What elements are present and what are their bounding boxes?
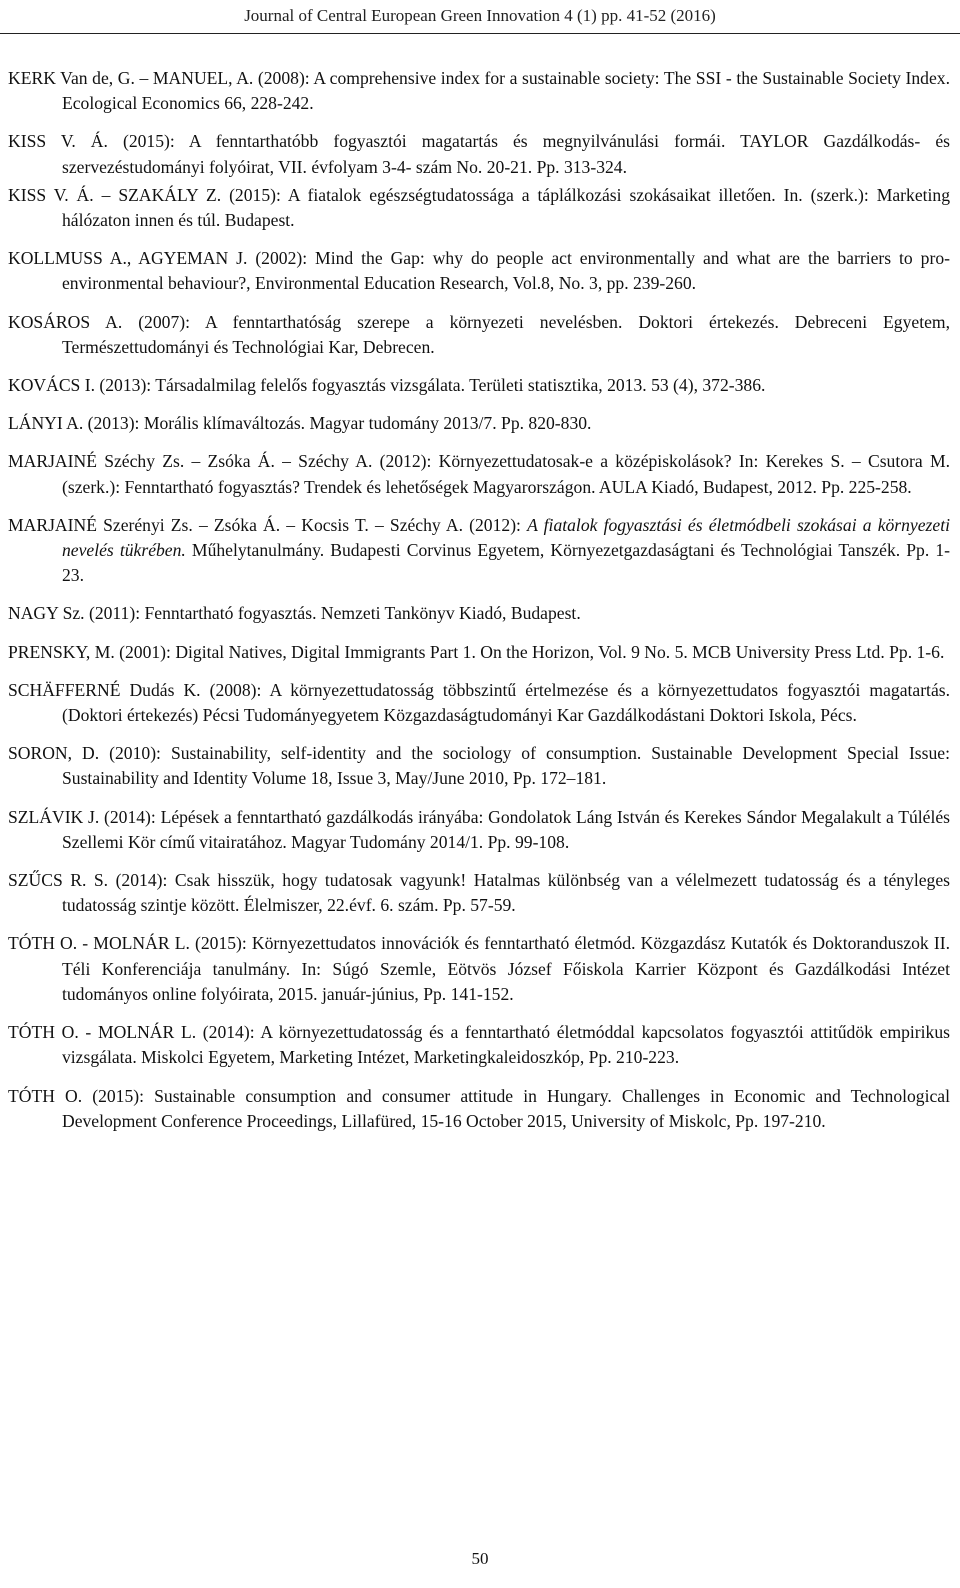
reference-entry: KERK Van de, G. – MANUEL, A. (2008): A comprehensive index for a sustainable society: The SSI - the Sustainable Society Index. Ecological Economics 66, 228-242. [8,68,950,114]
reference-entry: SORON, D. (2010): Sustainability, self-identity and the sociology of consumption. Sustainable Development Special Issue: Sustainability and Identity Volume 18, Issue 3, May/June 2010, Pp. 172–181. [8,743,950,789]
reference-entry: KISS V. Á. (2015): A fenntarthatóbb fogyasztói magatartás és megnyilvánulási formái. TAYLOR Gazdálkodás- és szervezéstudományi folyóirat, VII. évfolyam 3-4- szám No. 20-21. Pp. 313-324. [8,131,950,177]
reference-entry: LÁNYI A. (2013): Morális klímaváltozás. Magyar tudomány 2013/7. Pp. 820-830. [8,413,592,434]
reference-entry: SZLÁVIK J. (2014): Lépések a fenntartható gazdálkodás irányába: Gondolatok Láng István és Kerekes Sándor Megalakult a Túlélés Szellemi Kör című vitairatához. Magyar Tudomány 2014/1. Pp. 99-108. [8,806,950,852]
reference-list [8,66,950,1134]
running-header: Journal of Central European Green Innovation 4 (1) pp. 41-52 (2016) [244,6,716,25]
reference-entry: TÓTH O. - MOLNÁR L. (2014): A környezettudatosság és a fenntartható életmóddal kapcsolatos fogyasztói attitűdök empirikus vizsgálata. Miskolci Egyetem, Marketing Intézet, Marketingkaleidoszkóp, Pp. 210-223. [8,1022,950,1068]
reference-tail: Műhelytanulmány. Budapesti Corvinus Egyetem, Környezetgazdaságtani és Technológiai Tanszék. Pp. 1-23. [62,540,950,586]
reference-entry: TÓTH O. - MOLNÁR L. (2015): Környezettudatos innovációk és fenntartható életmód. Közgazdász Kutatók és Doktoranduszok II. Téli Konferenciája tanulmány. In: Súgó Szemle, Eötvös József Főiskola Karrier Központ és Gazdálkodási Intézet tudományos online folyóirata, 2015. január-június, Pp. 141-152. [8,933,950,1004]
reference-entry: NAGY Sz. (2011): Fenntartható fogyasztás. Nemzeti Tankönyv Kiadó, Budapest. [8,603,581,624]
reference-entry [8,513,950,589]
reference-entry: KOVÁCS I. (2013): Társadalmilag felelős fogyasztás vizsgálata. Területi statisztika, 2013. 53 (4), 372-386. [8,375,766,396]
reference-entry: MARJAINÉ Széchy Zs. – Zsóka Á. – Széchy A. (2012): Környezettudatosak-e a középiskolások? In: Kerekes S. – Csutora M. (szerk.): Fenntartható fogyasztás? Trendek és lehetőségek Magyarországon. AULA Kiadó, Budapest, 2012. Pp. 225-258. [8,451,950,497]
reference-title-italic: A fiatalok fogyasztási és életmódbeli szokásai a környezeti nevelés tükrében. [62,514,950,561]
reference-entry: TÓTH O. (2015): Sustainable consumption and consumer attitude in Hungary. Challenges in Economic and Technological Development Conference Proceedings, Lillafüred, 15-16 October 2015, University of Miskolc, Pp. 197-210. [8,1085,950,1131]
reference-entry: KOLLMUSS A., AGYEMAN J. (2002): Mind the Gap: why do people act environmentally and what are the barriers to pro-environmental behaviour?, Environmental Education Research, Vol.8, No. 3, pp. 239-260. [8,248,950,294]
reference-entry: KISS V. Á. – SZAKÁLY Z. (2015): A fiatalok egészségtudatossága a táplálkozási szokásaikat illetően. In. (szerk.): Marketing hálózaton innen és túl. Budapest. [8,184,950,231]
reference-lead: MARJAINÉ Szerényi Zs. – Zsóka Á. – Kocsis T. – Széchy A. (2012): [8,514,528,535]
header-rule [0,33,960,34]
reference-entry: SCHÄFFERNÉ Dudás K. (2008): A környezettudatosság többszintű értelmezése és a környezettudatos fogyasztói magatartás. (Doktori értekezés) Pécsi Tudományegyetem Közgazdaságtudományi Kar Gazdálkodástani Doktori Iskola, Pécs. [8,679,950,726]
reference-entry: KOSÁROS A. (2007): A fenntarthatóság szerepe a környezeti nevelésben. Doktori értekezés. Debreceni Egyetem, Természettudományi és Technológiai Kar, Debrecen. [8,311,950,357]
reference-entry: SZŰCS R. S. (2014): Csak hisszük, hogy tudatosak vagyunk! Hatalmas különbség van a vélelmezett tudatosság és a tényleges tudatosság szintje között. Élelmiszer, 22.évf. 6. szám. Pp. 57-59. [8,870,950,916]
reference-entry: PRENSKY, M. (2001): Digital Natives, Digital Immigrants Part 1. On the Horizon, Vol. 9 No. 5. MCB University Press Ltd. Pp. 1-6. [8,641,945,662]
page-number: 50 [471,1549,489,1568]
